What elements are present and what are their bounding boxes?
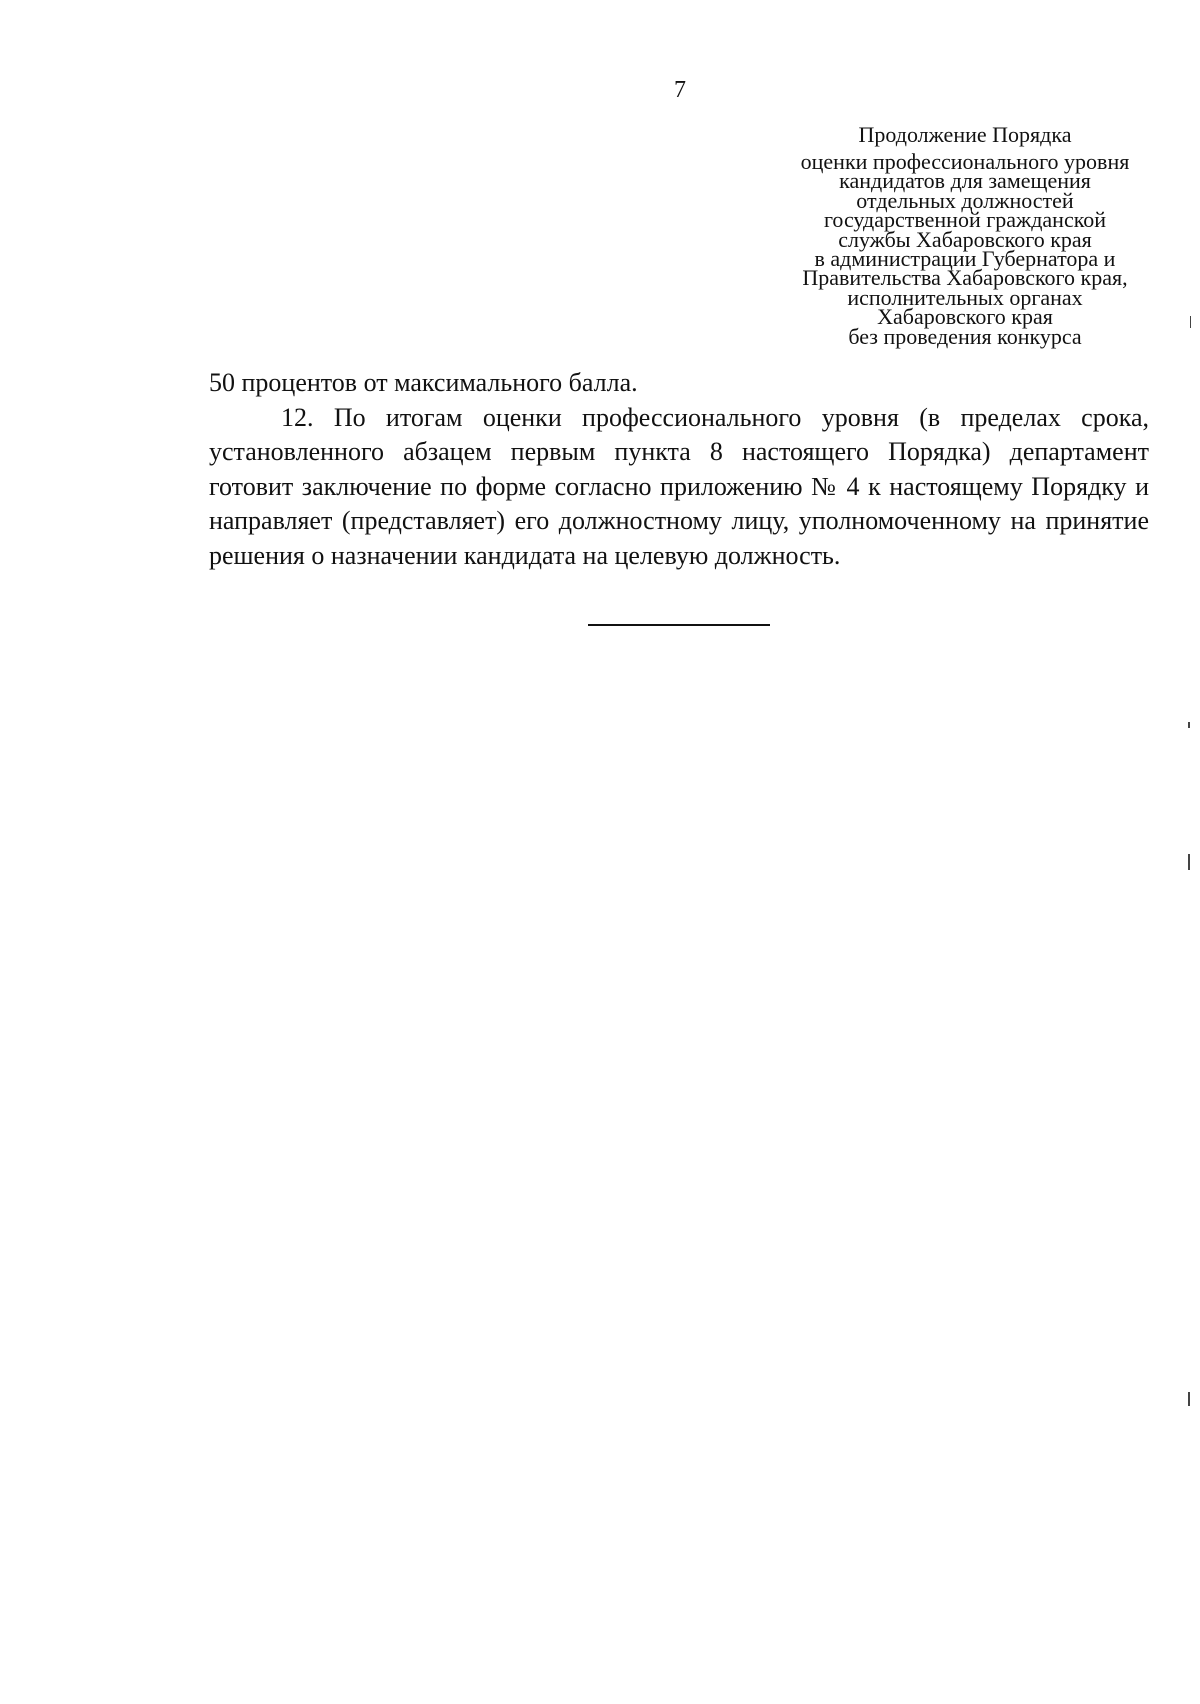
header-line: отдельных должностей (856, 187, 1074, 213)
header-line: государственной гражданской (823, 207, 1107, 233)
header-line: Правительства Хабаровского края, (802, 265, 1128, 291)
scan-artifact-mark (1188, 854, 1190, 870)
document-body (209, 366, 1149, 573)
document-header-block (760, 122, 1170, 349)
scan-artifact-mark (1188, 1392, 1190, 1406)
header-line: без проведения конкурса (848, 323, 1082, 349)
header-line: кандидатов для замещения (839, 168, 1091, 194)
header-line: Продолжение Порядка (858, 122, 1072, 147)
header-line: службы Хабаровского края (838, 226, 1092, 252)
page-number: 7 (674, 77, 686, 103)
scan-artifact-mark (1188, 722, 1190, 728)
paragraph-item-12: 12. По итогам оценки профессионального уровня (в пределах срока, установленного абзацем первым пункта 8 настоящего Порядка) департамент готовит заключение по форме согласно приложению № 4 к настоящему Порядку и направляет (представляет) его должностному лицу, уполномоченному на принятие решения о назначении кандидата на целевую должность. (209, 402, 1149, 570)
header-line: оценки профессионального уровня (800, 149, 1130, 174)
scan-artifact-mark (1190, 316, 1191, 328)
header-line: исполнительных органах (847, 284, 1083, 310)
header-line: Хабаровского края (877, 304, 1053, 330)
paragraph-continuation: 50 процентов от максимального балла. (209, 368, 638, 397)
end-separator-line (588, 624, 770, 626)
header-line: в администрации Губернатора и (814, 246, 1116, 272)
